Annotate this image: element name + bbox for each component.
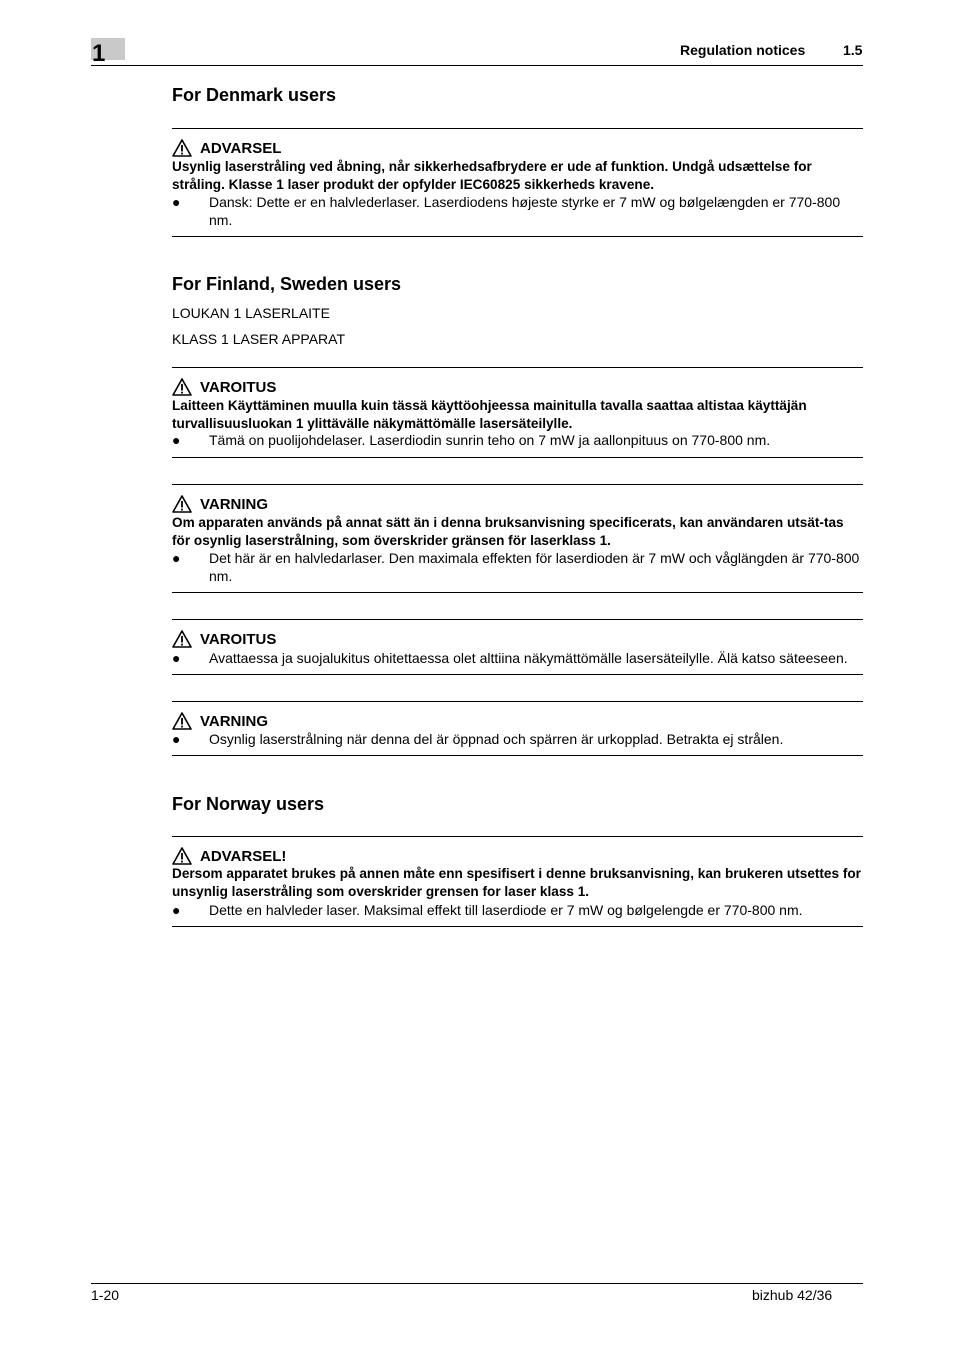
bullet-dot-icon: ●	[172, 194, 181, 210]
notice-title: ADVARSEL	[200, 139, 282, 157]
notice-title: ADVARSEL!	[200, 847, 287, 865]
footer-rule	[91, 1283, 863, 1284]
bullet-text: Avattaessa ja suojalukitus ohitettaessa olet alttiina näkymättömälle lasersäteilylle. Älä katso säteeseen.	[209, 650, 848, 666]
bullet-dot-icon: ●	[172, 650, 181, 666]
warning-triangle-icon	[172, 630, 192, 648]
bullet-dot-icon: ●	[172, 550, 181, 566]
warning-triangle-icon	[172, 495, 192, 513]
bullet-text: Dansk: Dette er en halvlederlaser. Laserdiodens højeste styrke er 7 mW og bølgelængden er 770-800 nm.	[209, 194, 841, 228]
heading-finland-sweden: For Finland, Sweden users	[172, 274, 402, 294]
notice-finland-varoitus-2	[172, 619, 863, 675]
class-label-finnish: LOUKAN 1 LASERLAITE	[172, 305, 330, 321]
notice-body: Laitteen Käyttäminen muulla kuin tässä käyttöohjeessa mainitulla tavalla saattaa altistaa käyttäjän turvallisuusluokan 1 ylittävälle näkymättömälle lasersäteilylle.	[172, 398, 807, 431]
bullet-dot-icon: ●	[172, 731, 181, 747]
warning-triangle-icon	[172, 847, 192, 865]
page-number: 1-20	[91, 1287, 120, 1303]
running-header-title: Regulation notices	[680, 42, 806, 58]
header-rule	[91, 65, 863, 66]
warning-triangle-icon	[172, 378, 192, 396]
notice-finland-varoitus	[172, 367, 863, 458]
product-name: bizhub 42/36	[752, 1287, 833, 1303]
notice-body: Om apparaten används på annat sätt än i denna bruksanvisning specificerats, kan användaren utsät-tas för osynlig laserstrålning, som överskrider gränsen för laserklass 1.	[172, 515, 844, 548]
notice-denmark-advarsel	[172, 128, 863, 237]
bullet-text: Osynlig laserstrålning när denna del är öppnad och spärren är urkopplad. Betrakta ej strålen.	[209, 731, 784, 747]
notice-body: Dersom apparatet brukes på annen måte enn spesifisert i denne bruksanvisning, kan brukeren utsettes for unsynlig laserstråling som overskrider grensen for laser klass 1.	[172, 866, 861, 899]
bullet-text: Dette en halvleder laser. Maksimal effekt till laserdiode er 7 mW og bølgelengde er 770-800 nm.	[209, 902, 803, 918]
notice-title: VAROITUS	[200, 630, 277, 648]
bullet-text: Det här är en halvledarlaser. Den maximala effekten för laserdioden är 7 mW och våglängden är 770-800 nm.	[209, 550, 860, 584]
heading-norway: For Norway users	[172, 794, 325, 814]
notice-header	[172, 494, 268, 514]
warning-triangle-icon	[172, 139, 192, 157]
notice-title: VAROITUS	[200, 378, 277, 396]
bullet-dot-icon: ●	[172, 432, 181, 448]
notice-header	[172, 711, 268, 731]
notice-sweden-varning-2	[172, 701, 863, 756]
bullet-text: Tämä on puolijohdelaser. Laserdiodin sunrin teho on 7 mW ja aallonpituus on 770-800 nm.	[209, 432, 771, 448]
warning-triangle-icon	[172, 712, 192, 730]
chapter-number: 1	[92, 40, 106, 67]
notice-body: Usynlig laserstråling ved åbning, når sikkerhedsafbrydere er ude af funktion. Undgå udsættelse for stråling. Klasse 1 laser produkt der opfylder IEC60825 sikkerheds kravene.	[172, 159, 812, 192]
notice-norway-advarsel	[172, 836, 863, 927]
notice-header	[172, 629, 276, 649]
notice-header	[172, 846, 286, 866]
notice-header	[172, 377, 276, 397]
running-header-section-number: 1.5	[843, 42, 863, 58]
notice-sweden-varning	[172, 484, 863, 593]
notice-header	[172, 138, 281, 158]
heading-denmark: For Denmark users	[172, 85, 337, 105]
notice-title: VARNING	[200, 712, 269, 730]
bullet-dot-icon: ●	[172, 902, 181, 918]
class-label-swedish: KLASS 1 LASER APPARAT	[172, 331, 346, 347]
notice-title: VARNING	[200, 495, 269, 513]
